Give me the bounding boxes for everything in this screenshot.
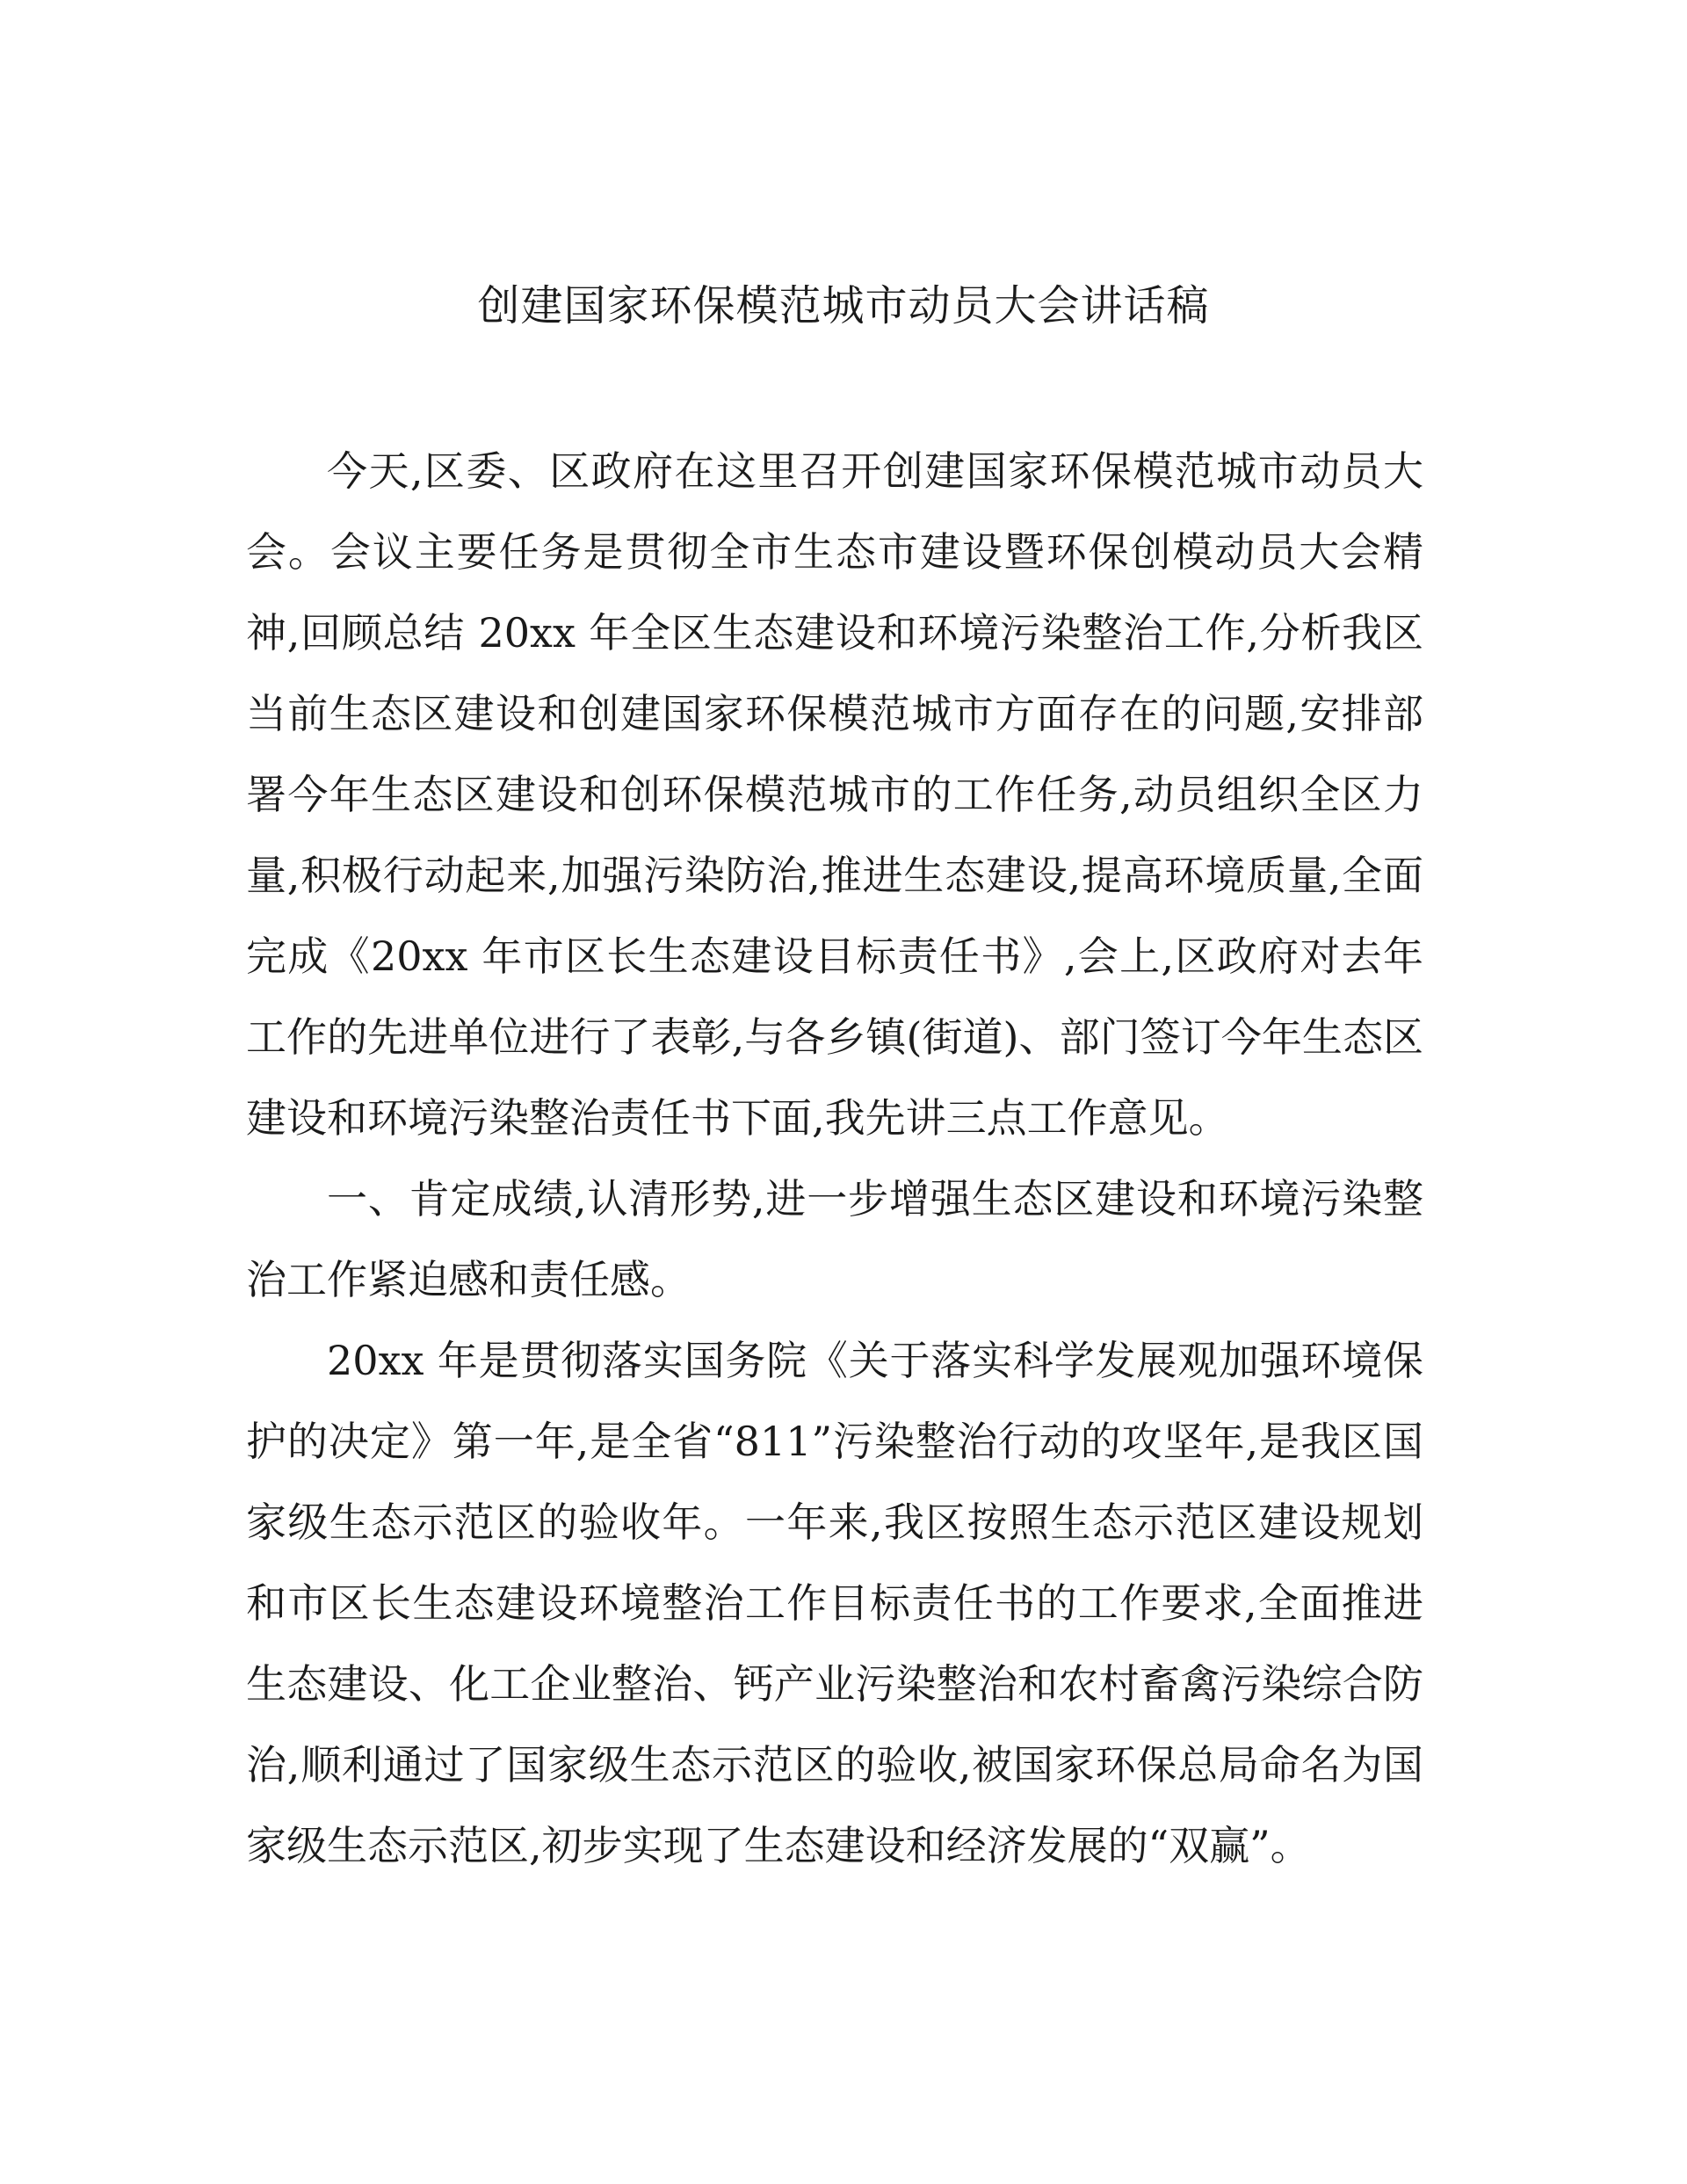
paragraph-section-one-heading: 一、肯定成绩,认清形势,进一步增强生态区建设和环境污染整治工作紧迫感和责任感。 (246, 1175, 1423, 1303)
paragraph-intro: 今天,区委、区政府在这里召开创建国家环保模范城市动员大会。会议主要任务是贯彻全市生态市建设暨环保创模动员大会精神,回顾总结 20xx 年全区生态建设和环境污染整治工作,分析我区当前生态区建设和创建国家环保模范城市方面存在的问题,安排部署今年生态区建设和创环保模范城市的工作任务,动员组织全区力量,积极行动起来,加强污染防治,推进生态建设,提高环境质量,全面完成《20xx 年市区长生态建设目标责任书》,会上,区政府对去年工作的先进单位进行了表彰,与各乡镇(街道)、部门签订今年生态区建设和环境污染整治责任书下面,我先讲三点工作意见。 (246, 447, 1423, 1142)
document-body (246, 431, 1423, 1886)
paragraph-achievements: 20xx 年是贯彻落实国务院《关于落实科学发展观加强环境保护的决定》第一年,是全省“811”污染整治行动的攻坚年,是我区国家级生态示范区的验收年。一年来,我区按照生态示范区建设规划和市区长生态建设环境整治工作目标责任书的工作要求,全面推进生态建设、化工企业整治、钙产业污染整治和农村畜禽污染综合防治,顺利通过了国家级生态示范区的验收,被国家环保总局命名为国家级生态示范区,初步实现了生态建设和经济发展的“双赢”。 (246, 1337, 1423, 1869)
document-title: 创建国家环保模范城市动员大会讲话稿 (477, 281, 1210, 330)
